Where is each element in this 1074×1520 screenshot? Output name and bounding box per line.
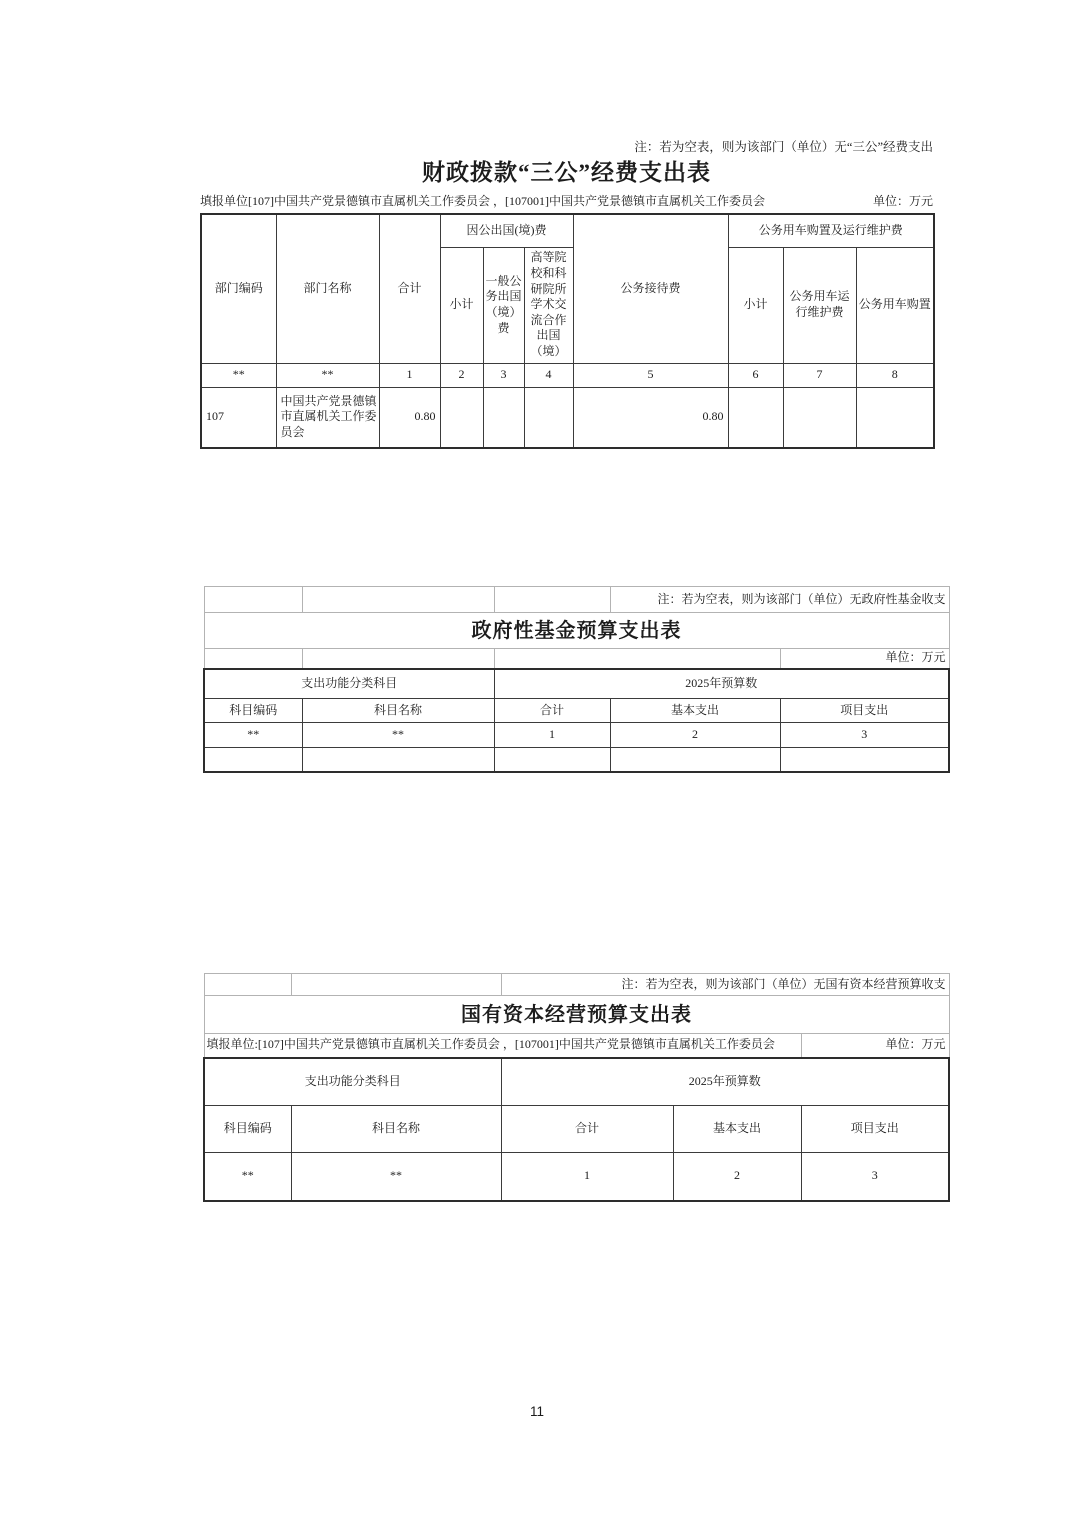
empty-cell xyxy=(440,387,483,448)
table3-filing-unit: 填报单位:[107]中国共产党景德镇市直属机关工作委员会 ，[107001]中国共产党景德镇市直属机关工作委员会 xyxy=(204,1034,801,1058)
table-row xyxy=(204,613,949,649)
table2-title: 政府性基金预算支出表 xyxy=(204,613,949,649)
header-vehicle-buy: 公务用车购置 xyxy=(856,247,934,363)
table1-title: 财政拨款“三公”经费支出表 xyxy=(422,160,711,185)
table2-note: 注：若为空表，则为该部门（单位）无政府性基金收支 xyxy=(610,587,949,613)
table-row xyxy=(204,748,949,772)
index-cell: 1 xyxy=(379,363,440,387)
table1-filing-unit: 填报单位[107]中国共产党景德镇市直属机关工作委员会 ，[107001]中国共产党景德镇市直属机关工作委员会 xyxy=(200,194,765,208)
index-cell: 5 xyxy=(573,363,728,387)
header-total: 合计 xyxy=(494,699,610,723)
index-cell: ** xyxy=(204,723,302,748)
three-public-table-block xyxy=(200,138,933,449)
table-row xyxy=(201,387,934,448)
header-project-expense: 项目支出 xyxy=(801,1106,949,1153)
index-cell: 3 xyxy=(780,723,949,748)
header-total: 合计 xyxy=(501,1106,673,1153)
empty-cell xyxy=(856,387,934,448)
empty-cell xyxy=(204,974,291,996)
empty-cell xyxy=(610,748,780,772)
index-cell: 2 xyxy=(610,723,780,748)
header-reception: 公务接待费 xyxy=(573,214,728,363)
table-row xyxy=(204,996,949,1034)
index-cell: 4 xyxy=(524,363,573,387)
empty-cell xyxy=(494,649,780,669)
table2-unit-label: 单位：万元 xyxy=(780,649,949,669)
empty-cell xyxy=(783,387,856,448)
index-cell: ** xyxy=(291,1153,501,1201)
total-value: 0.80 xyxy=(379,387,440,448)
table-row xyxy=(204,974,949,996)
index-cell: ** xyxy=(204,1153,291,1201)
header-budget-2025: 2025年预算数 xyxy=(494,669,949,699)
three-public-expense-table xyxy=(200,213,935,449)
state-capital-table-block xyxy=(203,973,948,1202)
empty-cell xyxy=(483,387,524,448)
header-subject-code: 科目编码 xyxy=(204,1106,291,1153)
table3-note: 注：若为空表，则为该部门（单位）无国有资本经营预算收支 xyxy=(501,974,949,996)
empty-cell xyxy=(780,748,949,772)
table1-note: 注：若为空表，则为该部门（单位）无“三公”经费支出 xyxy=(634,140,933,154)
header-vehicle-group: 公务用车购置及运行维护费 xyxy=(728,214,934,247)
header-abroad-academic: 高等院校和科研院所学术交流合作出国（境） xyxy=(524,247,573,363)
state-capital-budget-table xyxy=(203,973,950,1202)
header-subject-name: 科目名称 xyxy=(302,699,494,723)
table-row xyxy=(201,214,934,247)
index-cell: 3 xyxy=(801,1153,949,1201)
index-cell: 1 xyxy=(501,1153,673,1201)
header-dept-code: 部门编码 xyxy=(201,214,276,363)
dept-code-value: 107 xyxy=(201,387,276,448)
header-basic-expense: 基本支出 xyxy=(610,699,780,723)
table-row xyxy=(204,649,949,669)
table-row xyxy=(204,699,949,723)
index-cell: 2 xyxy=(673,1153,801,1201)
index-cell: ** xyxy=(302,723,494,748)
index-cell: 7 xyxy=(783,363,856,387)
index-cell: 2 xyxy=(440,363,483,387)
header-function-category: 支出功能分类科目 xyxy=(204,1058,501,1106)
header-vehicle-subtotal: 小计 xyxy=(728,247,783,363)
page-number: 11 xyxy=(529,1404,544,1419)
empty-cell xyxy=(728,387,783,448)
header-abroad-general: 一般公务出国（境）费 xyxy=(483,247,524,363)
header-basic-expense: 基本支出 xyxy=(673,1106,801,1153)
empty-cell xyxy=(204,748,302,772)
index-cell: 8 xyxy=(856,363,934,387)
header-dept-name: 部门名称 xyxy=(276,214,379,363)
gov-fund-table-block xyxy=(203,586,948,773)
table-row xyxy=(204,1058,949,1106)
empty-cell xyxy=(302,587,494,613)
table3-unit-label: 单位：万元 xyxy=(801,1034,949,1058)
empty-cell xyxy=(302,649,494,669)
index-cell: 3 xyxy=(483,363,524,387)
gov-fund-budget-table xyxy=(203,586,950,773)
index-cell: 1 xyxy=(494,723,610,748)
header-subject-name: 科目名称 xyxy=(291,1106,501,1153)
column-index-row xyxy=(204,723,949,748)
table1-subtitle xyxy=(200,192,933,211)
table1-unit-label: 单位：万元 xyxy=(872,194,933,208)
header-abroad-group: 因公出国(境)费 xyxy=(440,214,573,247)
empty-cell xyxy=(291,974,501,996)
table-row xyxy=(204,1034,949,1058)
header-vehicle-run: 公务用车运行维护费 xyxy=(783,247,856,363)
header-abroad-subtotal: 小计 xyxy=(440,247,483,363)
empty-cell xyxy=(524,387,573,448)
header-budget-2025: 2025年预算数 xyxy=(501,1058,949,1106)
index-cell: ** xyxy=(201,363,276,387)
header-function-category: 支出功能分类科目 xyxy=(204,669,494,699)
table3-title: 国有资本经营预算支出表 xyxy=(204,996,949,1034)
index-cell: 6 xyxy=(728,363,783,387)
header-total: 合计 xyxy=(379,214,440,363)
table-row xyxy=(204,587,949,613)
dept-name-value: 中国共产党景德镇市直属机关工作委员会 xyxy=(276,387,379,448)
empty-cell xyxy=(302,748,494,772)
index-cell: ** xyxy=(276,363,379,387)
empty-cell xyxy=(204,587,302,613)
table-row xyxy=(204,669,949,699)
empty-cell xyxy=(204,649,302,669)
column-index-row xyxy=(201,363,934,387)
empty-cell xyxy=(494,748,610,772)
header-subject-code: 科目编码 xyxy=(204,699,302,723)
column-index-row xyxy=(204,1153,949,1201)
header-project-expense: 项目支出 xyxy=(780,699,949,723)
empty-cell xyxy=(494,587,610,613)
reception-value: 0.80 xyxy=(573,387,728,448)
table-row xyxy=(204,1106,949,1153)
